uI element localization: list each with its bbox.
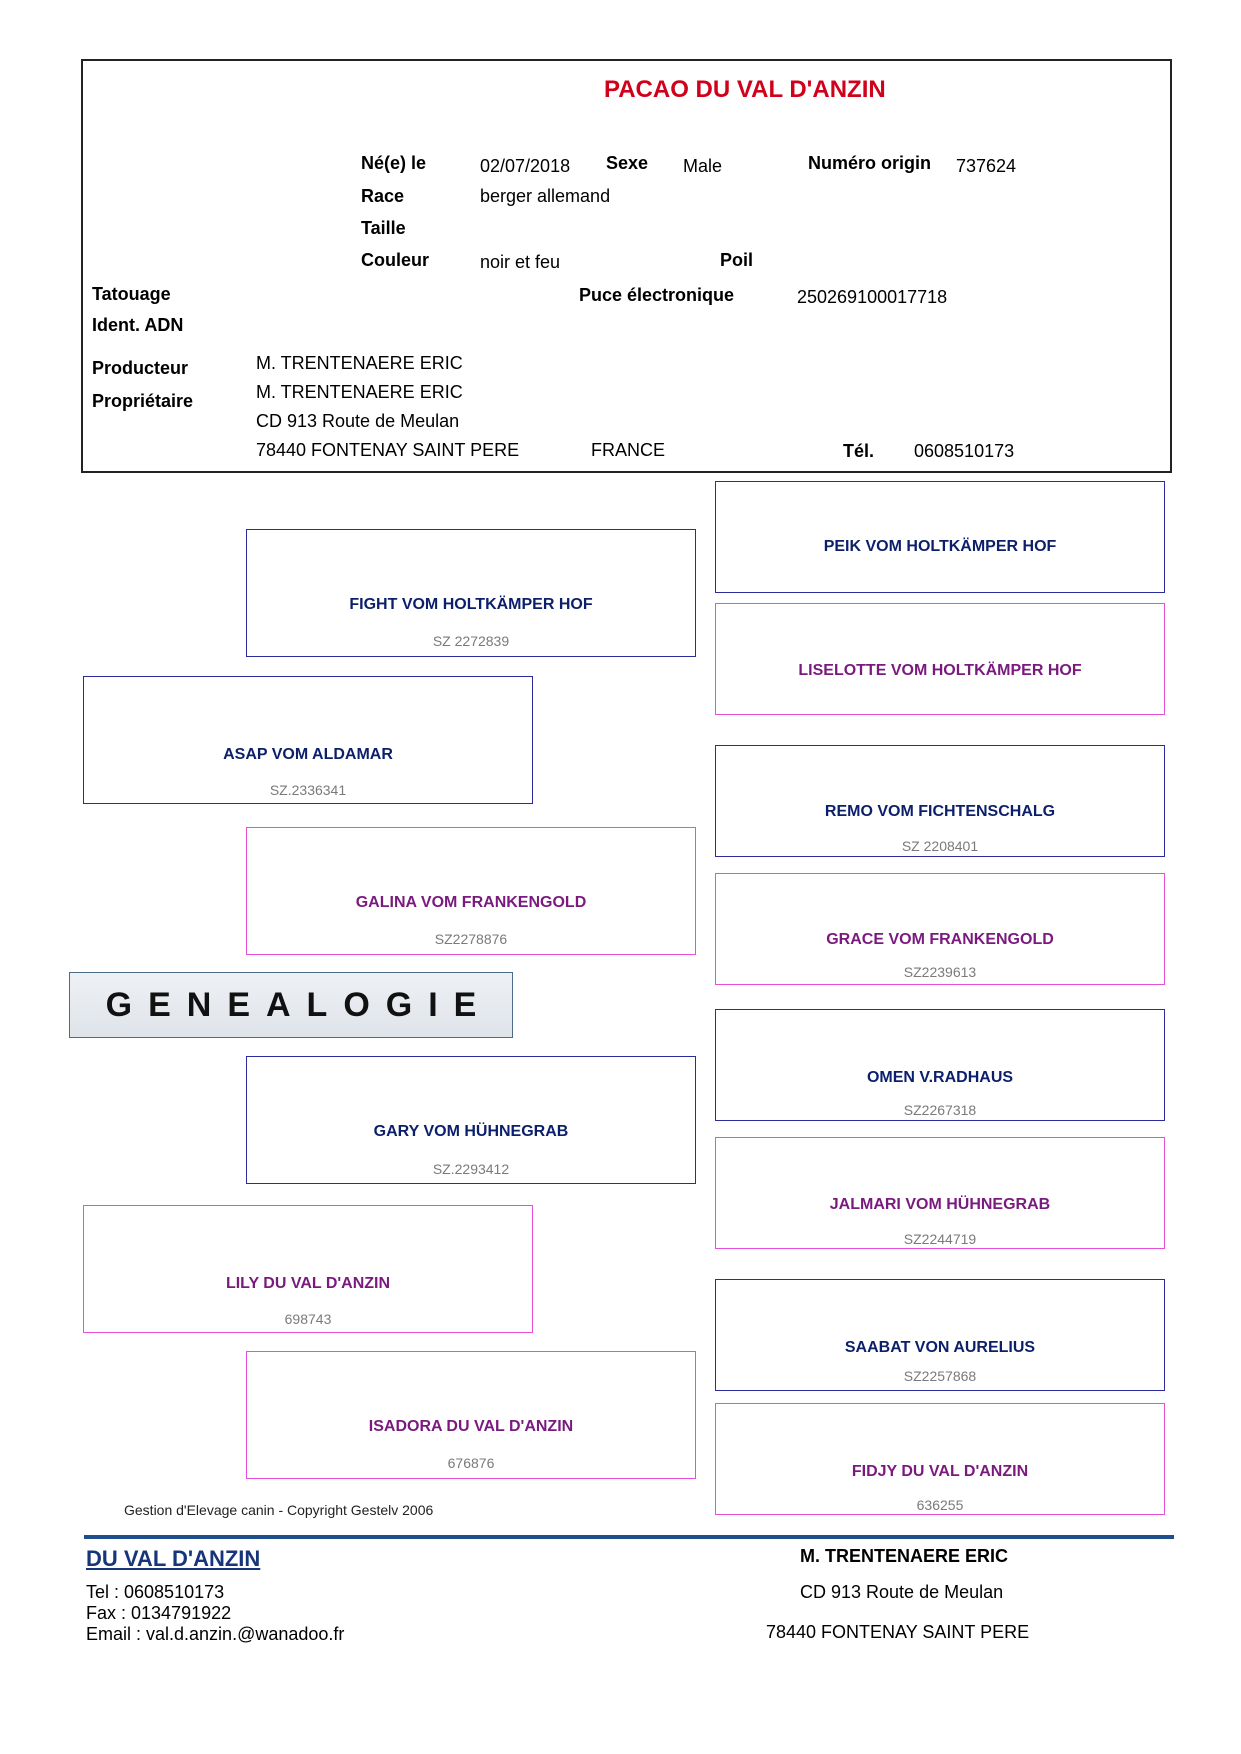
coat-label: Poil	[720, 250, 754, 270]
g3-reg-5: SZ2267318	[903, 1102, 977, 1118]
sire-dam-reg: SZ2278876	[434, 931, 508, 947]
g3-name-3: REMO VOM FICHTENSCHALG	[824, 803, 1056, 820]
footer-divider	[84, 1535, 1174, 1539]
g3-name-7: SAABAT VON AURELIUS	[844, 1339, 1036, 1356]
tattoo-label: Tatouage	[92, 284, 171, 304]
tel-value: 0608510173	[914, 441, 1015, 461]
footer-owner-city: 78440 FONTENAY SAINT PERE	[766, 1622, 1030, 1642]
sex-value: Male	[683, 156, 723, 176]
g3-reg-6: SZ2244719	[903, 1231, 977, 1247]
owner-city: 78440 FONTENAY SAINT PERE	[256, 440, 520, 460]
size-label: Taille	[361, 218, 406, 238]
sire-card[interactable]	[83, 676, 533, 804]
owner-label: Propriétaire	[92, 391, 194, 411]
born-label: Né(e) le	[361, 153, 427, 173]
g3-reg-3: SZ 2208401	[901, 838, 979, 854]
footer-fax: Fax : 0134791922	[86, 1603, 232, 1623]
dam-dam-card[interactable]	[246, 1351, 696, 1479]
sire-dam-card[interactable]	[246, 827, 696, 955]
color-value: noir et feu	[480, 252, 561, 272]
g3-name-4: GRACE VOM FRANKENGOLD	[826, 931, 1054, 948]
g3-reg-4: SZ2239613	[903, 964, 977, 980]
owner-address: CD 913 Route de Meulan	[256, 411, 460, 431]
dna-label: Ident. ADN	[92, 315, 184, 335]
g3-card-5[interactable]	[715, 1009, 1165, 1121]
footer-owner-address: CD 913 Route de Meulan	[800, 1582, 1004, 1602]
g3-name-5: OMEN V.RADHAUS	[866, 1069, 1014, 1086]
dam-dam-name: ISADORA DU VAL D'ANZIN	[368, 1418, 574, 1435]
dog-name-title: PACAO DU VAL D'ANZIN	[604, 76, 886, 103]
g3-card-4[interactable]	[715, 873, 1165, 985]
sire-sire-card[interactable]	[246, 529, 696, 657]
chip-value: 250269100017718	[797, 287, 948, 307]
g3-card-7[interactable]	[715, 1279, 1165, 1391]
g3-card-2[interactable]	[715, 603, 1165, 715]
g3-name-6: JALMARI VOM HÜHNEGRAB	[829, 1196, 1051, 1213]
sire-name: ASAP VOM ALDAMAR	[223, 746, 393, 763]
sire-dam-name: GALINA VOM FRANKENGOLD	[355, 894, 587, 911]
genealogie-label: GENEALOGIE	[105, 985, 493, 1024]
g3-name-1: PEIK VOM HOLTKÄMPER HOF	[823, 538, 1057, 555]
g3-reg-7: SZ2257868	[903, 1368, 977, 1384]
g3-name-2: LISELOTTE VOM HOLTKÄMPER HOF	[798, 662, 1082, 679]
footer-tel: Tel : 0608510173	[86, 1582, 225, 1602]
footer-owner-name: M. TRENTENAERE ERIC	[800, 1546, 1009, 1566]
sire-sire-reg: SZ 2272839	[432, 633, 510, 649]
dam-sire-name: GARY VOM HÜHNEGRAB	[373, 1123, 569, 1140]
g3-card-6[interactable]	[715, 1137, 1165, 1249]
race-label: Race	[361, 186, 405, 206]
g3-card-1[interactable]	[715, 481, 1165, 593]
dam-sire-card[interactable]	[246, 1056, 696, 1184]
origin-label: Numéro origin	[808, 153, 932, 173]
dam-dam-reg: 676876	[447, 1455, 495, 1471]
owner-country: FRANCE	[591, 440, 666, 460]
sire-sire-name: FIGHT VOM HOLTKÄMPER HOF	[349, 596, 593, 613]
tel-label: Tél.	[843, 441, 875, 461]
born-value: 02/07/2018	[480, 156, 571, 176]
g3-name-8: FIDJY DU VAL D'ANZIN	[851, 1463, 1029, 1480]
chip-label: Puce électronique	[579, 285, 735, 305]
footer-email: Email : val.d.anzin.@wanadoo.fr	[86, 1624, 345, 1644]
genealogie-banner	[69, 972, 513, 1038]
copyright-text: Gestion d'Elevage canin - Copyright Gestelv 2006	[124, 1502, 434, 1518]
producer-label: Producteur	[92, 358, 189, 378]
dam-name: LILY DU VAL D'ANZIN	[225, 1275, 391, 1292]
dog-info-box	[81, 59, 1172, 473]
g3-card-8[interactable]	[715, 1403, 1165, 1515]
origin-value: 737624	[956, 156, 1017, 176]
color-label: Couleur	[361, 250, 430, 270]
dam-sire-reg: SZ.2293412	[432, 1161, 510, 1177]
g3-reg-8: 636255	[916, 1497, 964, 1513]
sex-label: Sexe	[606, 153, 649, 173]
race-value: berger allemand	[480, 186, 611, 206]
g3-card-3[interactable]	[715, 745, 1165, 857]
dam-reg: 698743	[284, 1311, 332, 1327]
sire-reg: SZ.2336341	[269, 782, 347, 798]
kennel-name: DU VAL D'ANZIN	[86, 1546, 261, 1571]
producer-value: M. TRENTENAERE ERIC	[256, 353, 463, 373]
dam-card[interactable]	[83, 1205, 533, 1333]
owner-value: M. TRENTENAERE ERIC	[256, 382, 463, 402]
